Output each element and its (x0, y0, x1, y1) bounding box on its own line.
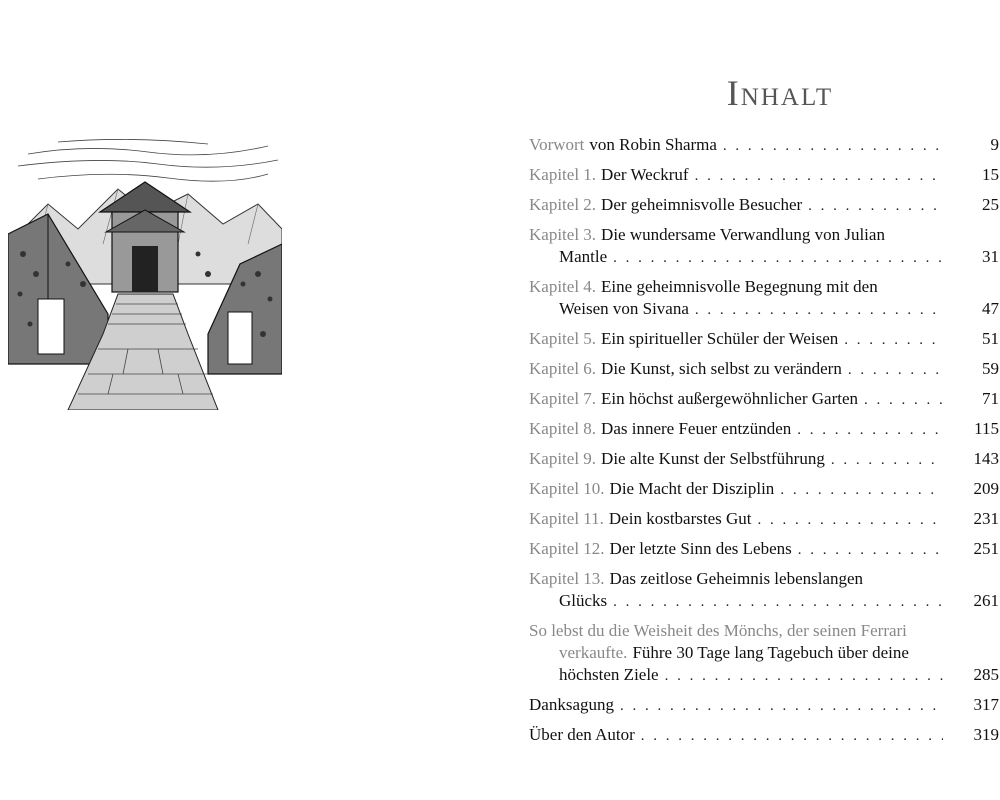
toc-entry-kapitel-8[interactable] (529, 418, 999, 440)
entry-page-number: 317 (973, 695, 999, 714)
toc-entry-kapitel-11[interactable] (529, 508, 999, 530)
toc-entry-anhang[interactable] (529, 620, 999, 686)
entry-label: Kapitel 8. (529, 419, 597, 438)
toc-entry-vorwort[interactable] (529, 134, 999, 156)
entry-label: Kapitel 11. (529, 509, 604, 528)
entry-title: Die wundersame Verwandlung von Julian (601, 225, 885, 244)
entry-title: von Robin Sharma (589, 135, 717, 154)
toc-entry-autor[interactable] (529, 724, 999, 746)
entry-page-number: 209 (973, 479, 999, 498)
entry-label-continued: verkaufte. (559, 643, 628, 662)
entry-page-number: 143 (973, 449, 999, 468)
entry-title: Der letzte Sinn des Lebens (609, 539, 792, 558)
entry-title-continued: Glücks (559, 591, 608, 610)
entry-page-number: 285 (973, 665, 999, 684)
entry-label: Vorwort (529, 135, 585, 154)
toc-entry-kapitel-7[interactable] (529, 388, 999, 410)
entry-page-number: 9 (990, 135, 999, 154)
toc-entry-kapitel-9[interactable] (529, 448, 999, 470)
entry-page-number: 31 (982, 247, 999, 266)
toc-entry-kapitel-1[interactable] (529, 164, 999, 186)
entry-title: Dein kostbarstes Gut (608, 509, 752, 528)
entry-label: So lebst du die Weisheit des Mönchs, der seinen Ferrari (529, 621, 907, 640)
entry-page-number: 319 (973, 725, 999, 744)
entry-page-number: 261 (973, 591, 999, 610)
entry-label: Kapitel 2. (529, 195, 597, 214)
entry-title: Eine geheimnisvolle Begegnung mit den (601, 277, 878, 296)
entry-title-continued: höchsten Ziele (559, 665, 659, 684)
entry-label: Kapitel 12. (529, 539, 605, 558)
entry-title: Die Kunst, sich selbst zu verändern (601, 359, 842, 378)
entry-label: Kapitel 4. (529, 277, 597, 296)
toc-entry-kapitel-10[interactable] (529, 478, 999, 500)
toc-entry-kapitel-12[interactable] (529, 538, 999, 560)
page-title: Inhalt (726, 73, 834, 114)
monastery-village-illustration (8, 134, 282, 410)
toc-entry-kapitel-5[interactable] (529, 328, 999, 350)
entry-page-number: 59 (982, 359, 999, 378)
toc-entry-kapitel-4[interactable] (529, 276, 999, 320)
entry-title: Das zeitlose Geheimnis lebenslangen (609, 569, 864, 588)
entry-label: Kapitel 1. (529, 165, 597, 184)
entry-title: Danksagung (529, 695, 614, 714)
entry-title: Ein spiritueller Schüler der Weisen (601, 329, 839, 348)
toc-entry-kapitel-6[interactable] (529, 358, 999, 380)
entry-label: Kapitel 9. (529, 449, 597, 468)
entry-page-number: 15 (982, 165, 999, 184)
entry-title: Die alte Kunst der Selbstführung (601, 449, 825, 468)
entry-title-continued: Mantle (559, 247, 608, 266)
entry-label: Kapitel 7. (529, 389, 597, 408)
toc-entry-kapitel-13[interactable] (529, 568, 999, 612)
toc-entry-kapitel-2[interactable] (529, 194, 999, 216)
entry-page-number: 47 (982, 299, 999, 318)
entry-title: Der geheimnisvolle Besucher (601, 195, 803, 214)
entry-label: Kapitel 5. (529, 329, 597, 348)
entry-label: Kapitel 13. (529, 569, 605, 588)
entry-label: Kapitel 10. (529, 479, 605, 498)
entry-label: Kapitel 6. (529, 359, 597, 378)
entry-page-number: 25 (982, 195, 999, 214)
entry-page-number: 251 (973, 539, 999, 558)
entry-title: Der Weckruf (601, 165, 689, 184)
toc-entry-danksagung[interactable] (529, 694, 999, 716)
entry-title: Über den Autor (529, 725, 635, 744)
entry-title: Die Macht der Disziplin (609, 479, 775, 498)
table-of-contents (529, 134, 999, 746)
entry-title: Das innere Feuer entzünden (601, 419, 792, 438)
entry-title-continued: Weisen von Sivana (559, 299, 689, 318)
entry-label: Kapitel 3. (529, 225, 597, 244)
entry-page-number: 51 (982, 329, 999, 348)
entry-page-number: 115 (974, 419, 999, 438)
entry-title: Ein höchst außergewöhnlicher Garten (601, 389, 859, 408)
toc-entry-kapitel-3[interactable] (529, 224, 999, 268)
entry-page-number: 71 (982, 389, 999, 408)
entry-page-number: 231 (973, 509, 999, 528)
entry-title: Führe 30 Tage lang Tagebuch über deine (632, 643, 909, 662)
